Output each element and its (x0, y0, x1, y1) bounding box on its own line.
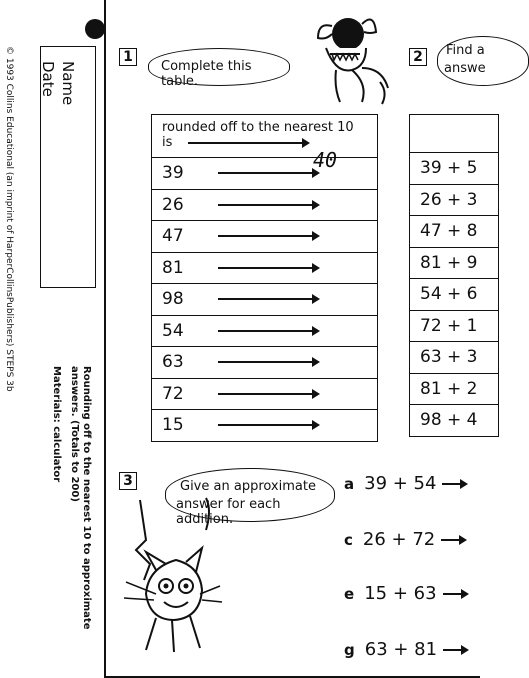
addition-table-header (410, 115, 499, 153)
table-row (410, 373, 499, 405)
dog-cartoon (296, 8, 396, 106)
table-row (152, 221, 378, 253)
row-number: 63 (162, 352, 184, 373)
arrow-icon (218, 204, 318, 206)
punch-hole (85, 19, 105, 39)
section-3-instruction-line-2: answer for each addition. (176, 497, 281, 527)
question-sum: 26 + 72 (362, 529, 436, 550)
addition-cell: 81 + 9 (410, 247, 499, 279)
section-2-instruction-line-2: answe (444, 61, 486, 76)
question-e (344, 583, 467, 604)
addition-cell: 72 + 1 (410, 310, 499, 342)
arrow-icon (443, 593, 467, 595)
arrow-icon (218, 172, 318, 174)
section-1-instruction-bubble (148, 48, 290, 89)
rounding-table (151, 114, 378, 442)
table-row (152, 252, 378, 284)
row-number: 54 (162, 320, 184, 341)
table-row (152, 158, 378, 190)
table-row (152, 315, 378, 347)
arrow-icon (443, 649, 467, 651)
section-2-number: 2 (409, 48, 427, 66)
question-a (344, 473, 466, 494)
addition-cell: 81 + 2 (410, 373, 499, 405)
arrow-icon (441, 539, 465, 541)
row-number: 47 (162, 226, 184, 247)
question-c (344, 529, 465, 550)
addition-cell: 63 + 3 (410, 342, 499, 374)
left-margin (0, 0, 106, 677)
table-row (152, 347, 378, 379)
section-1-number: 1 (119, 48, 137, 66)
table-row (410, 279, 499, 311)
addition-cell: 54 + 6 (410, 279, 499, 311)
addition-cell: 47 + 8 (410, 216, 499, 248)
arrow-icon (442, 483, 466, 485)
topic-line-1: Rounding off to the nearest 10 to approximate (81, 366, 92, 630)
addition-table (409, 114, 499, 437)
question-letter: c (344, 531, 353, 549)
section-3-number: 3 (119, 472, 137, 490)
table-row (410, 342, 499, 374)
table-row (152, 284, 378, 316)
table-row (152, 410, 378, 442)
table-row (410, 184, 499, 216)
arrow-icon (218, 267, 318, 269)
name-date-box (40, 46, 96, 288)
addition-cell: 39 + 5 (410, 153, 499, 185)
question-letter: a (344, 475, 355, 493)
addition-cell: 98 + 4 (410, 405, 499, 437)
row-number: 26 (162, 194, 184, 215)
addition-cell: 26 + 3 (410, 184, 499, 216)
question-letter: e (344, 585, 355, 603)
name-label: Name (59, 61, 77, 106)
question-sum: 39 + 54 (364, 473, 437, 494)
arrow-icon (218, 330, 318, 332)
arrow-icon (218, 424, 318, 426)
row-number: 39 (162, 163, 184, 184)
materials-note: Materials: calculator (51, 366, 62, 483)
question-sum: 63 + 81 (364, 639, 438, 660)
question-g (344, 639, 467, 660)
arrow-icon (218, 393, 318, 395)
table-row (152, 378, 378, 410)
row-number: 72 (162, 383, 184, 404)
arrow-icon (218, 361, 318, 363)
section-2-instruction-bubble (437, 36, 529, 86)
row-number: 98 (162, 289, 184, 310)
cat-cartoon (116, 490, 226, 655)
table-row (152, 189, 378, 221)
table-row (410, 405, 499, 437)
date-label: Date (39, 61, 57, 97)
table-row (410, 310, 499, 342)
rounding-table-header (152, 115, 378, 158)
arrow-icon (218, 235, 318, 237)
handwritten-answer: 40 (313, 148, 338, 172)
section-2-instruction-line-1: Find a (446, 43, 485, 58)
table-row (410, 153, 499, 185)
table-row (410, 247, 499, 279)
copyright-notice: © 1993 Collins Educational (an imprint of HarperCollinsPublishers) STEPS 3b (4, 46, 14, 392)
topic-line-2: answers. (Totals to 200) (69, 366, 80, 502)
topic-title (68, 366, 92, 629)
arrow-icon (218, 298, 318, 300)
row-number: 15 (162, 415, 184, 436)
rounding-header-text: rounded off to the nearest 10 is (162, 120, 354, 150)
question-sum: 15 + 63 (364, 583, 437, 604)
section-1-instruction: Complete this table. (161, 59, 252, 89)
table-row (410, 216, 499, 248)
header-arrow-icon (188, 142, 308, 144)
question-letter: g (344, 641, 355, 659)
rounding-header-cell (152, 115, 378, 158)
section-3-instruction-line-1: Give an approximate (180, 479, 316, 494)
row-number: 81 (162, 257, 184, 278)
